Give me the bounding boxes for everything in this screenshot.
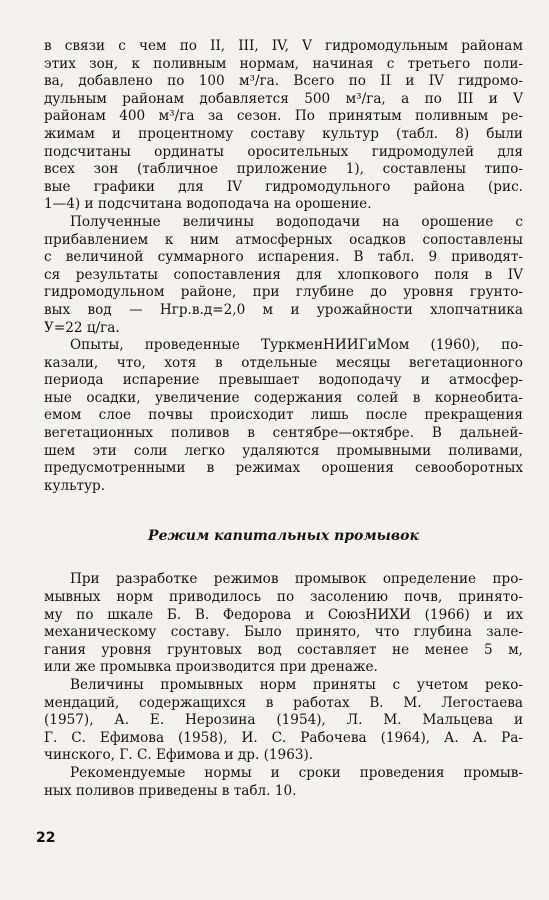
text-line: или же промывка производится при дренаже.: [44, 659, 378, 676]
text-line: Рекомендуемые нормы и сроки проведения промыв-: [70, 764, 523, 781]
text-line: мендаций, содержащихся в работах В. М. Легостаева: [44, 694, 523, 711]
text-line: жимам и процентному составу культур (табл. 8) были: [44, 125, 523, 142]
paragraph-3: [44, 337, 523, 495]
paragraph-2: [44, 214, 523, 337]
text-line: ных поливов приведены в табл. 10.: [44, 782, 297, 799]
text-line: мывных норм приводилось по засолению почв, принято-: [44, 589, 523, 606]
text-line: ся результаты сопоставления для хлопкового поля в IV: [44, 266, 523, 283]
text-line: дульным районам добавляется 500 м³/га, а по III и V: [44, 90, 523, 107]
text-line: подсчитаны ординаты оросительных гидромодулей для: [44, 143, 523, 160]
text-line: этих зон, к поливным нормам, начиная с третьего поли-: [44, 55, 523, 72]
text-line: емом слое почвы происходит лишь после прекращения: [44, 407, 523, 424]
text-line: Полученные величины водоподачи на орошение с: [70, 213, 523, 230]
body-text-top: [44, 38, 523, 495]
text-line: гания уровня грунтовых вод составляет не менее 5 м,: [44, 641, 523, 658]
text-line: в связи с чем по II, III, IV, V гидромодульным районам: [44, 38, 523, 54]
text-line: районам 400 м³/га за сезон. По принятым поливным ре-: [44, 108, 523, 125]
paragraph-4: [44, 571, 523, 677]
body-text-bottom: [44, 571, 523, 800]
text-line: 1—4) и подсчитана водоподача на орошение.: [44, 196, 372, 213]
text-line: вые графики для IV гидромодульного района (рис.: [44, 178, 523, 195]
text-line: вых вод — Hгр.в.д=2,0 м и урожайности хлопчатника: [44, 301, 523, 318]
text-line: Г. С. Ефимова (1958), И. С. Рабочева (1964), А. А. Ра-: [44, 729, 523, 746]
text-line: Величины промывных норм приняты с учетом реко-: [70, 677, 523, 693]
text-line: периода испарение превышает водоподачу и атмосфер-: [44, 372, 523, 389]
text-line: (1957), А. Е. Нерозина (1954), Л. М. Мальцева и: [44, 712, 523, 729]
text-line: чинского, Г. С. Ефимова и др. (1963).: [44, 747, 314, 764]
text-line: предусмотренными в режимах орошения севооборотных: [44, 460, 523, 477]
text-line: прибавлением к ним атмосферных осадков сопоставлены: [44, 231, 523, 248]
text-line: вегетационных поливов в сентябре—октябре. В дальней-: [44, 425, 523, 442]
text-line: всех зон (табличное приложение 1), составлены типо-: [44, 161, 523, 178]
text-line: казали, что, хотя в отдельные месяцы вегетационного: [44, 354, 523, 371]
text-line: му по шкале Б. В. Федорова и СоюзНИХИ (1966) и их: [44, 606, 523, 623]
text-line: При разработке режимов промывок определение про-: [70, 571, 523, 588]
section-heading: Режим капитальных промывок: [148, 528, 419, 545]
text-line: У=22 ц/га.: [44, 319, 120, 336]
paragraph-5: [44, 677, 523, 765]
text-line: ные осадки, увеличение содержания солей в корнеобита-: [44, 389, 523, 406]
paragraph-6: [44, 765, 523, 800]
text-line: Опыты, проведенные ТуркменНИИГиМом (1960), по-: [70, 337, 523, 354]
text-line: ва, добавлено по 100 м³/га. Всего по II и IV гидромо-: [44, 73, 523, 90]
paragraph-1: [44, 38, 523, 214]
text-line: гидромодульном районе, при глубине до уровня грунто-: [44, 284, 523, 301]
text-line: шем эти соли легко удаляются промывными поливами,: [44, 442, 523, 459]
text-line: с величиной суммарного испарения. В табл. 9 приводят-: [44, 249, 523, 266]
text-line: механическому составу. Было принято, что глубина зале-: [44, 624, 523, 641]
page-number: 22: [36, 830, 56, 846]
text-line: культур.: [44, 477, 106, 494]
